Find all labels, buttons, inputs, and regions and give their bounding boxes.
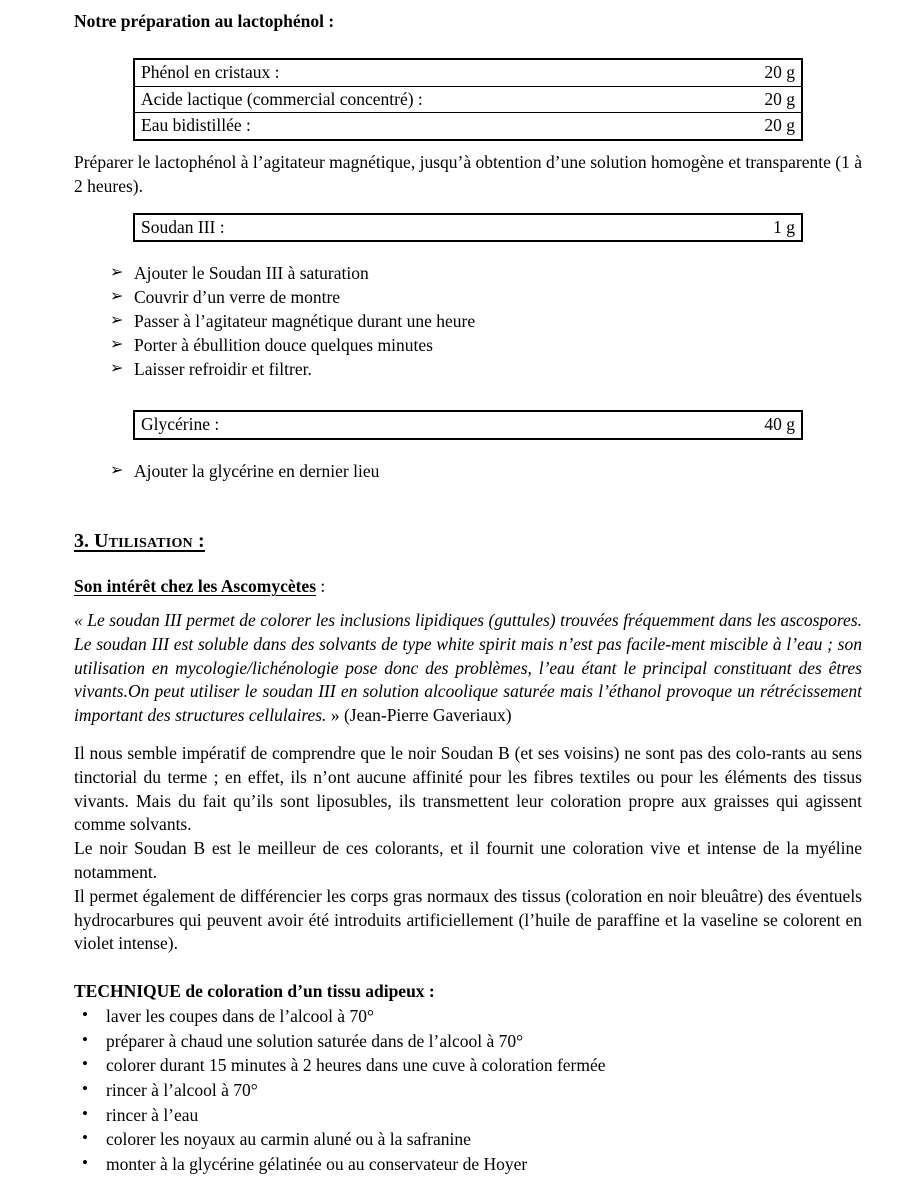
spacer (74, 555, 862, 575)
list-item (74, 1053, 862, 1078)
dot-bullet-icon: • (82, 1004, 88, 1024)
quote-text: « Le soudan III permet de colorer les inclusions lipidiques (guttules) trouvées fréquemment dans les ascospores. Le soudan III est soluble dans des solvants de type white spirit mais n’est pas facile-ment miscible à l’eau ; son utilisation en mycologie/lichénologie pose donc des problèmes, l’eau étant le principal constituant des êtres vivants.On peut utiliser le soudan III en solution alcoolique saturée mais l’éthanol provoque un rétrécissement important des structures cellulaires. (74, 609, 862, 726)
arrow-bullet-icon: ➢ (110, 312, 124, 330)
list-item-label: Ajouter la glycérine en dernier lieu (134, 460, 380, 481)
list-item (74, 460, 862, 484)
list-item-label: rincer à l’alcool à 70° (106, 1079, 258, 1100)
dot-bullet-icon: • (82, 1128, 88, 1148)
section-heading-label: Utilisation : (94, 529, 205, 552)
list-item-label: laver les coupes dans de l’alcool à 70° (106, 1005, 374, 1026)
list-item (74, 286, 862, 310)
list-item-label: Couvrir d’un verre de montre (134, 287, 341, 308)
soudan-steps-list (74, 262, 862, 382)
spacer (74, 242, 862, 262)
ingredient-name: Eau bidistillée : (134, 113, 709, 140)
spacer (74, 440, 862, 460)
dot-bullet-icon: • (82, 1029, 88, 1049)
list-item (74, 1103, 862, 1128)
list-item-label: rincer à l’eau (106, 1104, 199, 1125)
lactophenol-table-body (134, 59, 802, 140)
arrow-bullet-icon: ➢ (110, 288, 124, 306)
section-number: 3. (74, 529, 89, 552)
subsection-heading-label: Son intérêt chez les Ascomycètes (74, 576, 317, 597)
section-heading (74, 528, 205, 555)
list-item (74, 1152, 862, 1177)
spacer (74, 0, 862, 10)
technique-heading: TECHNIQUE de coloration d’un tissu adipeux : (74, 981, 435, 1002)
list-item (74, 1127, 862, 1152)
list-item (74, 1078, 862, 1103)
list-item-label: colorer durant 15 minutes à 2 heures dans une cuve à coloration fermée (106, 1055, 606, 1076)
list-item (74, 1004, 862, 1029)
lactophenol-table (133, 58, 803, 141)
dot-bullet-icon: • (82, 1103, 88, 1123)
table-row (134, 113, 802, 140)
list-item-label: Laisser refroidir et filtrer. (134, 359, 312, 380)
spacer (74, 956, 862, 980)
page-title: Notre préparation au lactophénol : (74, 11, 335, 31)
list-item-label: Ajouter le Soudan III à saturation (134, 263, 369, 284)
spacer (74, 484, 862, 512)
gaveriaux-quote (74, 609, 862, 728)
section-heading-row (74, 528, 862, 555)
glycerine-table (133, 410, 803, 440)
dot-bullet-icon: • (82, 1152, 88, 1172)
ingredient-name: Glycérine : (134, 411, 709, 439)
ingredient-quantity: 20 g (709, 113, 802, 140)
table-row (134, 214, 802, 242)
ingredient-name: Phénol en cristaux : (134, 59, 709, 86)
body-paragraph-3: Il permet également de différencier les corps gras normaux des tissus (coloration en noir bleuâtre) des éventuels hydrocarbures qui peuvent avoir été introduits artificiellement (l’huile de paraffine et la vaseline se colorent en violet intense). (74, 885, 862, 954)
glycerine-steps-list (74, 460, 862, 484)
ingredient-name: Soudan III : (134, 214, 709, 242)
list-item (74, 310, 862, 334)
soudan-table (133, 213, 803, 243)
ingredient-quantity: 1 g (709, 214, 802, 242)
dot-bullet-icon: • (82, 1054, 88, 1074)
arrow-bullet-icon: ➢ (110, 461, 124, 479)
list-item (74, 334, 862, 358)
subsection-heading-row (74, 575, 862, 599)
ingredient-quantity: 20 g (709, 86, 802, 113)
list-item-label: monter à la glycérine gélatinée ou au conservateur de Hoyer (106, 1153, 528, 1174)
quote-attribution: » (Jean-Pierre Gaveriaux) (326, 705, 512, 726)
list-item-label: Porter à ébullition douce quelques minutes (134, 335, 433, 356)
spacer (74, 728, 862, 742)
soudan-table-body (134, 214, 802, 242)
glycerine-table-body (134, 411, 802, 439)
spacer (74, 599, 862, 609)
arrow-bullet-icon: ➢ (110, 264, 124, 282)
list-item (74, 262, 862, 286)
spacer (74, 512, 862, 528)
arrow-bullet-icon: ➢ (110, 360, 124, 378)
table-row (134, 59, 802, 86)
technique-steps-list (74, 1004, 862, 1177)
spacer (74, 382, 862, 410)
arrow-bullet-icon: ➢ (110, 336, 124, 354)
list-item (74, 358, 862, 382)
body-paragraph-1: Il nous semble impératif de comprendre que le noir Soudan B (et ses voisins) ne sont pas des colo-rants au sens tinctorial du terme ; en effet, ils n’ont aucune affinité pour les fibres textiles ou pour les éléments des tissus vivants. Mais du fait qu’ils sont liposubles, ils transmettent leur coloration propre aux graisses qui agissent comme solvants. (74, 742, 862, 835)
spacer (74, 141, 862, 151)
ingredient-quantity: 40 g (709, 411, 802, 439)
ingredient-name: Acide lactique (commercial concentré) : (134, 86, 709, 113)
ingredient-quantity: 20 g (709, 59, 802, 86)
spacer (74, 34, 862, 58)
dot-bullet-icon: • (82, 1078, 88, 1098)
list-item (74, 1029, 862, 1054)
prepare-paragraph: Préparer le lactophénol à l’agitateur magnétique, jusqu’à obtention d’une solution homogène et transparente (1 à 2 heures). (74, 152, 862, 196)
list-item-label: préparer à chaud une solution saturée dans de l’alcool à 70° (106, 1030, 524, 1051)
table-row (134, 86, 802, 113)
spacer (74, 199, 862, 213)
subsection-colon: : (316, 576, 326, 597)
list-item-label: colorer les noyaux au carmin aluné ou à la safranine (106, 1129, 471, 1150)
list-item-label: Passer à l’agitateur magnétique durant une heure (134, 311, 476, 332)
body-paragraph-2: Le noir Soudan B est le meilleur de ces colorants, et il fournit une coloration vive et intense de la myéline notamment. (74, 838, 862, 882)
table-row (134, 411, 802, 439)
